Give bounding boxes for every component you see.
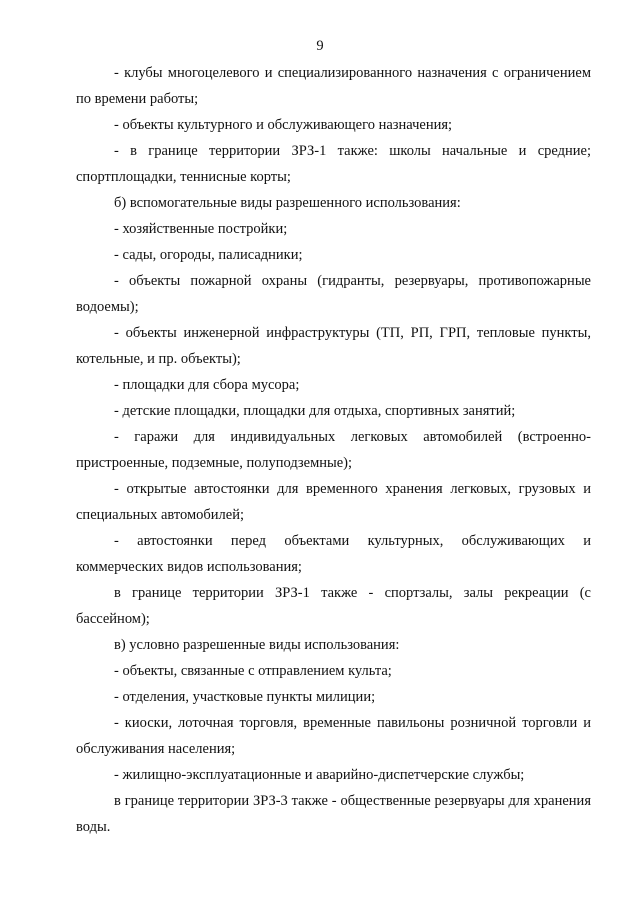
- paragraph: - объекты, связанные с отправлением культа;: [114, 663, 392, 679]
- paragraph: - объекты пожарной охраны (гидранты, резервуары, противопожарные водоемы);: [76, 273, 591, 315]
- paragraph: - объекты культурного и обслуживающего назначения;: [114, 117, 453, 133]
- paragraph: в) условно разрешенные виды использования:: [114, 637, 400, 653]
- paragraph: б) вспомогательные виды разрешенного использования:: [114, 195, 461, 211]
- paragraph: в границе территории ЗРЗ-3 также - общественные резервуары для хранения воды.: [76, 793, 591, 835]
- paragraph: в границе территории ЗРЗ-1 также - спортзалы, залы рекреации (с бассейном);: [76, 585, 591, 627]
- paragraph: - открытые автостоянки для временного хранения легковых, грузовых и специальных автомобилей;: [76, 481, 591, 523]
- page-number: 9: [316, 38, 324, 54]
- paragraph: - жилищно-эксплуатационные и аварийно-диспетчерские службы;: [114, 767, 525, 783]
- paragraph: - гаражи для индивидуальных легковых автомобилей (встроенно-пристроенные, подземные, полуподземные);: [76, 429, 591, 471]
- paragraph: - клубы многоцелевого и специализированного назначения с ограничением по времени работы;: [76, 65, 591, 107]
- paragraph: - сады, огороды, палисадники;: [114, 247, 303, 263]
- paragraph: - в границе территории ЗРЗ-1 также: школы начальные и средние; спортплощадки, теннисные корты;: [76, 143, 591, 185]
- document-body: [76, 60, 591, 840]
- paragraph: - хозяйственные постройки;: [114, 221, 288, 237]
- paragraph: - объекты инженерной инфраструктуры (ТП, РП, ГРП, тепловые пункты, котельные, и пр. объекты);: [76, 325, 591, 367]
- paragraph: - площадки для сбора мусора;: [114, 377, 300, 393]
- paragraph: - киоски, лоточная торговля, временные павильоны розничной торговли и обслуживания населения;: [76, 715, 591, 757]
- paragraph: - автостоянки перед объектами культурных, обслуживающих и коммерческих видов использования;: [76, 533, 591, 575]
- paragraph: - отделения, участковые пункты милиции;: [114, 689, 376, 705]
- paragraph: - детские площадки, площадки для отдыха, спортивных занятий;: [114, 403, 516, 419]
